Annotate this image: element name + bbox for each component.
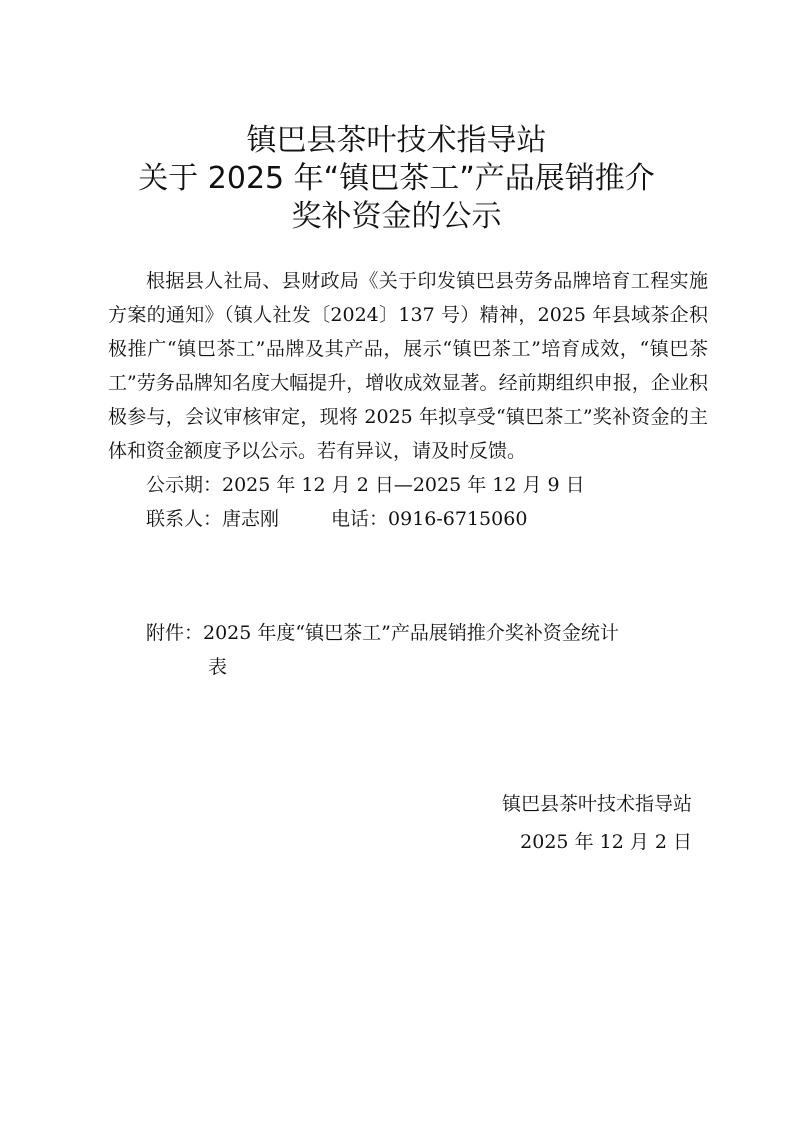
contact-phone: 电话：0916-6715060 bbox=[331, 508, 528, 530]
document-title bbox=[0, 122, 793, 236]
signature-org: 镇巴县茶叶技术指导站 bbox=[501, 793, 692, 815]
attachment-line-2: 表 bbox=[208, 656, 228, 678]
body-paragraph: 根据县人社局、县财政局《关于印发镇巴县劳务品牌培育工程实施方案的通知》（镇人社发〔2024〕137 号）精神，2025 年县域茶企积极推广“镇巴茶工”品牌及其产品，展示“镇巴茶工”培育成效，“镇巴茶工”劳务品牌知名度大幅提升，增收成效显著。经前期组织申报，企业积极参与，会议审核审定，现将 2025 年拟享受“镇巴茶工”奖补资金的主体和资金额度予以公示。若有异议，请及时反馈。 bbox=[108, 270, 708, 462]
title-line-3: 奖补资金的公示 bbox=[291, 199, 502, 234]
contact-line bbox=[108, 502, 708, 536]
attachment-line-1: 附件：2025 年度“镇巴茶工”产品展销推介奖补资金统计 bbox=[146, 622, 619, 644]
signature-date: 2025 年 12 月 2 日 bbox=[520, 831, 692, 853]
document-body bbox=[108, 264, 708, 536]
publicity-period: 公示期：2025 年 12 月 2 日—2025 年 12 月 9 日 bbox=[146, 474, 585, 496]
title-line-2: 关于 2025 年“镇巴茶工”产品展销推介 bbox=[138, 161, 655, 196]
attachment-note bbox=[146, 616, 716, 684]
title-line-1: 镇巴县茶叶技术指导站 bbox=[246, 123, 547, 158]
signature-block bbox=[502, 785, 692, 861]
contact-person: 联系人：唐志刚 bbox=[146, 508, 280, 530]
